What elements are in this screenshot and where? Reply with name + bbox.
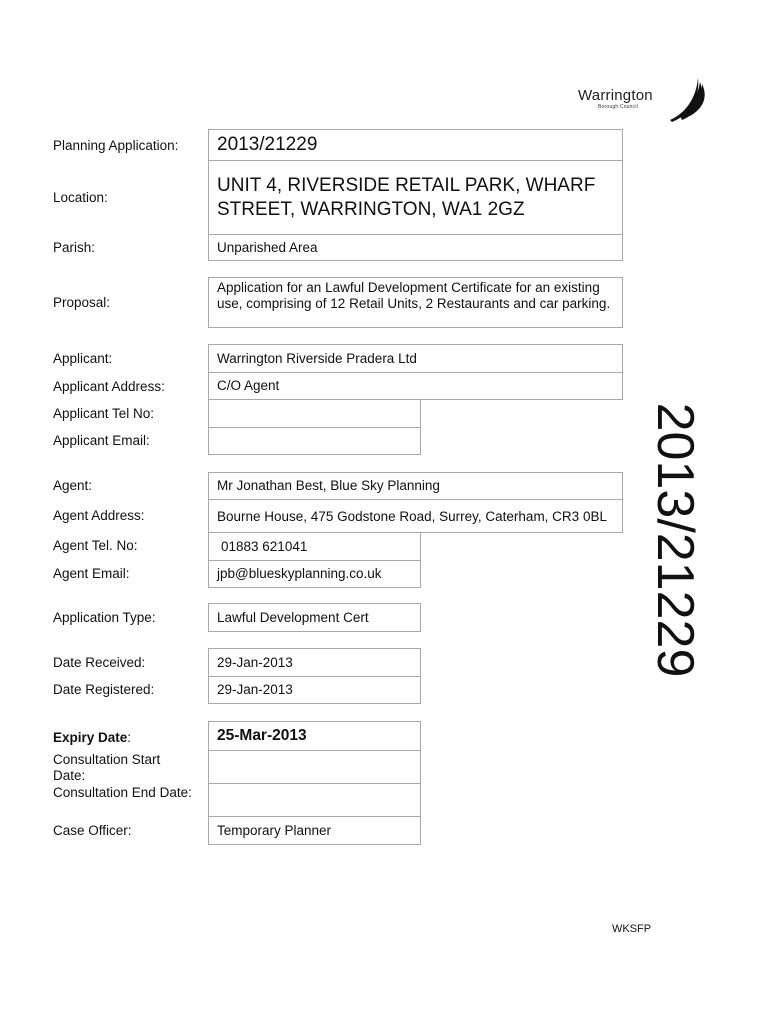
- parish-value: Unparished Area: [208, 234, 623, 261]
- date-received-value: 29-Jan-2013: [208, 648, 421, 677]
- label-proposal: Proposal:: [53, 295, 111, 310]
- logo-subtitle: Borough Council: [598, 104, 638, 110]
- label-agent: Agent:: [53, 478, 93, 493]
- label-parish: Parish:: [53, 240, 96, 255]
- application-type-value: Lawful Development Cert: [208, 603, 421, 632]
- applicant-address-value: C/O Agent: [208, 372, 623, 400]
- label-applicant: Applicant:: [53, 351, 113, 366]
- label-date-received: Date Received:: [53, 655, 146, 670]
- planning-application-value: 2013/21229: [208, 129, 623, 161]
- label-case-officer: Case Officer:: [53, 823, 132, 838]
- label-consultation-end: Consultation End Date:: [53, 785, 192, 800]
- agent-value: Mr Jonathan Best, Blue Sky Planning: [208, 472, 623, 500]
- applicant-value: Warrington Riverside Pradera Ltd: [208, 344, 623, 373]
- logo-wordmark: Warrington: [578, 87, 653, 104]
- consultation-start-value: [208, 750, 421, 784]
- label-location: Location:: [53, 190, 108, 205]
- label-expiry-date: [53, 730, 131, 746]
- case-officer-value: Temporary Planner: [208, 816, 421, 845]
- label-applicant-tel: Applicant Tel No:: [53, 406, 155, 421]
- expiry-date-value: 25-Mar-2013: [208, 721, 421, 751]
- applicant-email-value: [208, 427, 421, 455]
- vertical-reference-number: 2013/21229: [646, 402, 704, 678]
- label-application-type: Application Type:: [53, 610, 156, 625]
- applicant-tel-value: [208, 399, 421, 428]
- agent-email-value: jpb@blueskyplanning.co.uk: [208, 560, 421, 588]
- label-agent-email: Agent Email:: [53, 566, 130, 581]
- location-value: UNIT 4, RIVERSIDE RETAIL PARK, WHARF STREET, WARRINGTON, WA1 2GZ: [208, 160, 623, 235]
- label-applicant-email: Applicant Email:: [53, 433, 150, 448]
- label-expiry-colon: :: [127, 730, 132, 745]
- date-registered-value: 29-Jan-2013: [208, 676, 421, 704]
- label-expiry-date-text: Expiry Date: [53, 730, 128, 745]
- label-agent-address: Agent Address:: [53, 508, 145, 523]
- agent-address-value: Bourne House, 475 Godstone Road, Surrey, Caterham, CR3 0BL: [208, 499, 623, 533]
- agent-tel-value: 01883 621041: [208, 532, 421, 561]
- label-agent-tel: Agent Tel. No:: [53, 538, 138, 553]
- label-consultation-start: Consultation Start Date:: [53, 752, 161, 783]
- consultation-end-value: [208, 783, 421, 817]
- proposal-value: Application for an Lawful Development Certificate for an existing use, comprising of 12 Retail Units, 2 Restaurants and car parking.: [208, 277, 623, 328]
- footer-code: WKSFP: [612, 923, 652, 935]
- label-planning-application: Planning Application:: [53, 138, 179, 153]
- label-applicant-address: Applicant Address:: [53, 379, 165, 394]
- label-date-registered: Date Registered:: [53, 682, 155, 697]
